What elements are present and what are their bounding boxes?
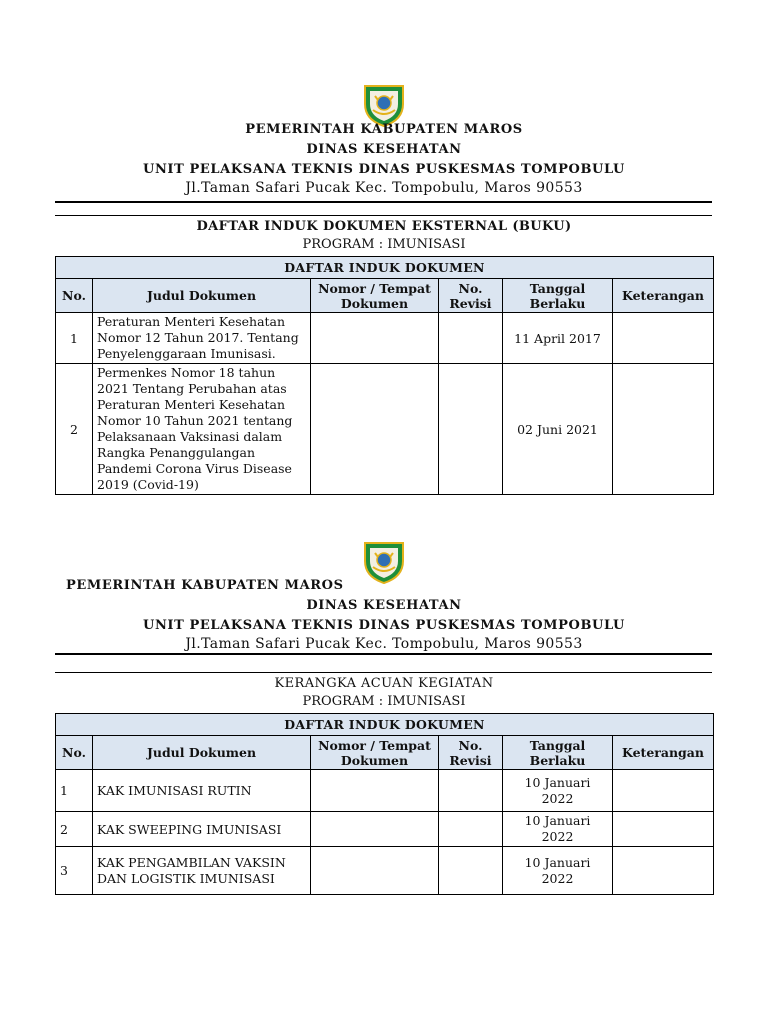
row-keterangan bbox=[613, 364, 714, 495]
row-revisi bbox=[439, 847, 503, 895]
document-title: KERANGKA ACUAN KEGIATAN bbox=[274, 676, 494, 691]
row-keterangan bbox=[613, 313, 714, 364]
row-revisi bbox=[439, 313, 503, 364]
table-row bbox=[56, 847, 714, 895]
row-judul: KAK PENGAMBILAN VAKSIN DAN LOGISTIK IMUNISASI bbox=[93, 847, 311, 895]
row-tanggal: 11 April 2017 bbox=[503, 313, 613, 364]
address: Jl.Taman Safari Pucak Kec. Tompobulu, Maros 90553 bbox=[185, 180, 583, 196]
table-caption: DAFTAR INDUK DOKUMEN bbox=[56, 257, 714, 279]
header-rule-thick bbox=[55, 653, 712, 655]
agency-name: DINAS KESEHATAN bbox=[306, 142, 462, 157]
row-no: 1 bbox=[56, 770, 93, 812]
row-tanggal: 02 Juni 2021 bbox=[503, 364, 613, 495]
gov-name: PEMERINTAH KABUPATEN MAROS bbox=[66, 578, 344, 593]
document-title: DAFTAR INDUK DOKUMEN EKSTERNAL (BUKU) bbox=[196, 219, 572, 234]
row-judul: Permenkes Nomor 18 tahun 2021 Tentang Perubahan atas Peraturan Menteri Kesehatan Nomor 10 Tahun 2021 tentang Pelaksanaan Vaksinasi dalam Rangka Penanggulangan Pandemi Corona Virus Disease 2019 (Covid-19) bbox=[93, 364, 311, 495]
program-label: PROGRAM : IMUNISASI bbox=[302, 694, 466, 709]
address: Jl.Taman Safari Pucak Kec. Tompobulu, Maros 90553 bbox=[185, 636, 583, 652]
column-header-nomor: Nomor / Tempat Dokumen bbox=[311, 736, 439, 770]
row-tanggal: 10 Januari 2022 bbox=[503, 770, 613, 812]
row-nomor bbox=[311, 847, 439, 895]
row-keterangan bbox=[613, 847, 714, 895]
row-revisi bbox=[439, 812, 503, 847]
row-nomor bbox=[311, 812, 439, 847]
maros-emblem-icon bbox=[361, 539, 407, 585]
unit-name: UNIT PELAKSANA TEKNIS DINAS PUSKESMAS TOMPOBULU bbox=[143, 618, 625, 633]
row-no: 1 bbox=[56, 313, 93, 364]
column-header-judul: Judul Dokumen bbox=[93, 736, 311, 770]
row-nomor bbox=[311, 364, 439, 495]
column-header-nomor: Nomor / Tempat Dokumen bbox=[311, 279, 439, 313]
column-header-revisi: No. Revisi bbox=[439, 736, 503, 770]
column-header-no: No. bbox=[56, 279, 93, 313]
row-judul: KAK SWEEPING IMUNISASI bbox=[93, 812, 311, 847]
row-no: 3 bbox=[56, 847, 93, 895]
column-header-no: No. bbox=[56, 736, 93, 770]
agency-name: DINAS KESEHATAN bbox=[306, 598, 462, 613]
table-row bbox=[56, 364, 714, 495]
row-tanggal: 10 Januari 2022 bbox=[503, 812, 613, 847]
table-row bbox=[56, 313, 714, 364]
row-revisi bbox=[439, 770, 503, 812]
row-nomor bbox=[311, 313, 439, 364]
column-header-keterangan: Keterangan bbox=[613, 279, 714, 313]
table-caption: DAFTAR INDUK DOKUMEN bbox=[56, 714, 714, 736]
row-revisi bbox=[439, 364, 503, 495]
document-table bbox=[55, 713, 714, 895]
row-tanggal: 10 Januari 2022 bbox=[503, 847, 613, 895]
row-judul: KAK IMUNISASI RUTIN bbox=[93, 770, 311, 812]
header-rule-thin bbox=[55, 215, 712, 216]
column-header-revisi: No. Revisi bbox=[439, 279, 503, 313]
unit-name: UNIT PELAKSANA TEKNIS DINAS PUSKESMAS TOMPOBULU bbox=[143, 162, 625, 177]
column-header-judul: Judul Dokumen bbox=[93, 279, 311, 313]
column-header-keterangan: Keterangan bbox=[613, 736, 714, 770]
document-table bbox=[55, 256, 714, 495]
row-nomor bbox=[311, 770, 439, 812]
program-label: PROGRAM : IMUNISASI bbox=[302, 237, 466, 252]
row-judul: Peraturan Menteri Kesehatan Nomor 12 Tahun 2017. Tentang Penyelenggaraan Imunisasi. bbox=[93, 313, 311, 364]
header-rule-thin bbox=[55, 672, 712, 673]
table-row bbox=[56, 770, 714, 812]
row-keterangan bbox=[613, 770, 714, 812]
header-rule-thick bbox=[55, 201, 712, 203]
row-no: 2 bbox=[56, 812, 93, 847]
row-keterangan bbox=[613, 812, 714, 847]
gov-name: PEMERINTAH KABUPATEN MAROS bbox=[245, 122, 523, 137]
row-no: 2 bbox=[56, 364, 93, 495]
column-header-tanggal: Tanggal Berlaku bbox=[503, 736, 613, 770]
column-header-tanggal: Tanggal Berlaku bbox=[503, 279, 613, 313]
table-row bbox=[56, 812, 714, 847]
